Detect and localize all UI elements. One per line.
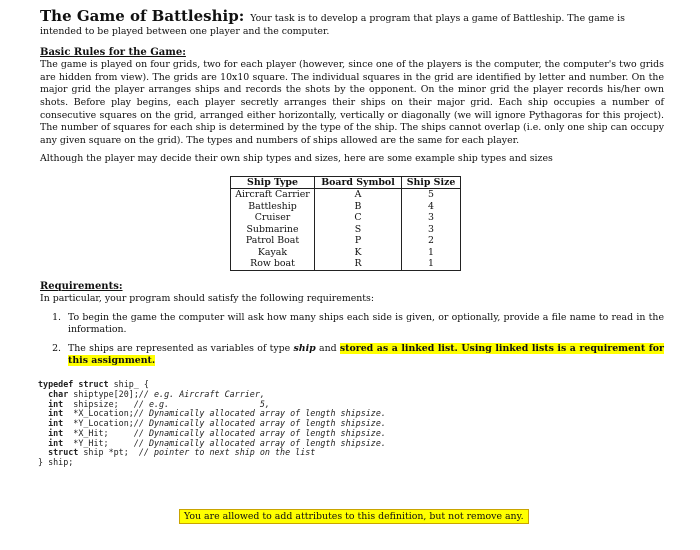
code-line: char shiptype[20];// e.g. Aircraft Carrier, (38, 388, 265, 399)
code-line: typedef struct ship_ { (38, 378, 149, 389)
ship-type-cell: Aircraft Carrier (231, 189, 315, 201)
ship-size-cell: 1 (402, 258, 461, 270)
table-row (231, 258, 461, 270)
board-symbol-cell: S (315, 224, 402, 236)
requirements-intro: In particular, your program should satisfy the following requirements: (40, 292, 375, 304)
ship-size-cell: 1 (402, 247, 461, 259)
requirement-2-prefix: The ships are represented as variables of type (68, 342, 294, 354)
title-paragraph (40, 7, 664, 38)
header-board-symbol: Board Symbol (315, 176, 402, 189)
ship-table (230, 176, 461, 271)
linked-list-highlight: stored as a linked list. Using linked lists is a requirement for this assignment. (68, 342, 664, 367)
code-line: int *Y_Location;// Dynamically allocated array of length shipsize. (38, 418, 386, 429)
table-row (231, 189, 461, 201)
code-line: int *X_Hit; // Dynamically allocated array of length shipsize. (38, 427, 386, 438)
ship-size-cell: 2 (402, 235, 461, 247)
requirement-1-text: To begin the game the computer will ask how many ships each side is given, or optionally, provide a file name to read in the information. (68, 311, 664, 336)
board-symbol-cell: C (315, 212, 402, 224)
ship-table-header-row (231, 176, 461, 189)
board-symbol-cell: R (315, 258, 402, 270)
ship-type-cell: Kayak (231, 247, 315, 259)
board-symbol-cell: B (315, 201, 402, 213)
requirement-item-2 (64, 343, 664, 368)
board-symbol-cell: A (315, 189, 402, 201)
ship-size-cell: 4 (402, 201, 461, 213)
board-symbol-cell: K (315, 247, 402, 259)
ship-type-cell: Patrol Boat (231, 235, 315, 247)
requirements-heading: Requirements: (40, 280, 123, 292)
requirement-item-1 (64, 312, 664, 337)
table-intro-text: Although the player may decide their own ship types and sizes, here are some example ship types and sizes (40, 153, 553, 165)
basic-rules-paragraph: The game is played on four grids, two for each player (however, since one of the players is the computer, the computer's two grids are hidden from view). The grids are 10x10 square. The individual squares in the grid are identified by letter and number. On the major grid the player arranges ships and records the shots by the opponent. On the minor grid the player records his/her own shots. Before play begins, each player secretly arranges their ships on their major grid. Each ship occupies a number of consecutive squares on the grid, arranged either horizontally, vertically or diagonally (we will ignore Pythagoras for this project). The number of squares for each ship is determined by the type of the ship. The ships cannot overlap (i.e. only one ship can occupy any given square on the grid). The types and numbers of ships allowed are the same for each player. (40, 59, 664, 146)
ship-size-cell: 3 (402, 212, 461, 224)
basic-rules-heading: Basic Rules for the Game: (40, 47, 186, 59)
ship-type-cell: Cruiser (231, 212, 315, 224)
table-row (231, 212, 461, 224)
requirement-2-mid: and (315, 342, 340, 354)
ship-size-cell: 5 (402, 189, 461, 201)
code-line: int shipsize; // e.g. 5, (38, 398, 270, 409)
table-row (231, 201, 461, 213)
ship-type-cell: Row boat (231, 258, 315, 270)
struct-code-block (38, 380, 664, 468)
ship-type-cell: Submarine (231, 224, 315, 236)
code-line: int *Y_Hit; // Dynamically allocated array of length shipsize. (38, 437, 386, 448)
code-line: int *X_Location;// Dynamically allocated array of length shipsize. (38, 408, 386, 419)
table-row (231, 247, 461, 259)
board-symbol-cell: P (315, 235, 402, 247)
ship-size-cell: 3 (402, 224, 461, 236)
intro-text: Your task is to develop a program that plays a game of Battleship. The game is intended to be played between one player and the computer. (40, 13, 625, 37)
document-page (38, 7, 664, 468)
code-line: } ship; (38, 457, 74, 468)
ship-type-cell: Battleship (231, 201, 315, 213)
header-ship-size: Ship Size (402, 176, 461, 189)
requirements-list (40, 312, 664, 368)
code-line: struct ship *pt; // pointer to next ship on the list (38, 447, 316, 458)
page-title: The Game of Battleship: (40, 7, 245, 25)
table-row (231, 235, 461, 247)
footer-note: You are allowed to add attributes to this definition, but not remove any. (179, 509, 529, 524)
ship-type-keyword: ship (293, 342, 316, 354)
table-row (231, 224, 461, 236)
header-ship-type: Ship Type (231, 176, 315, 189)
